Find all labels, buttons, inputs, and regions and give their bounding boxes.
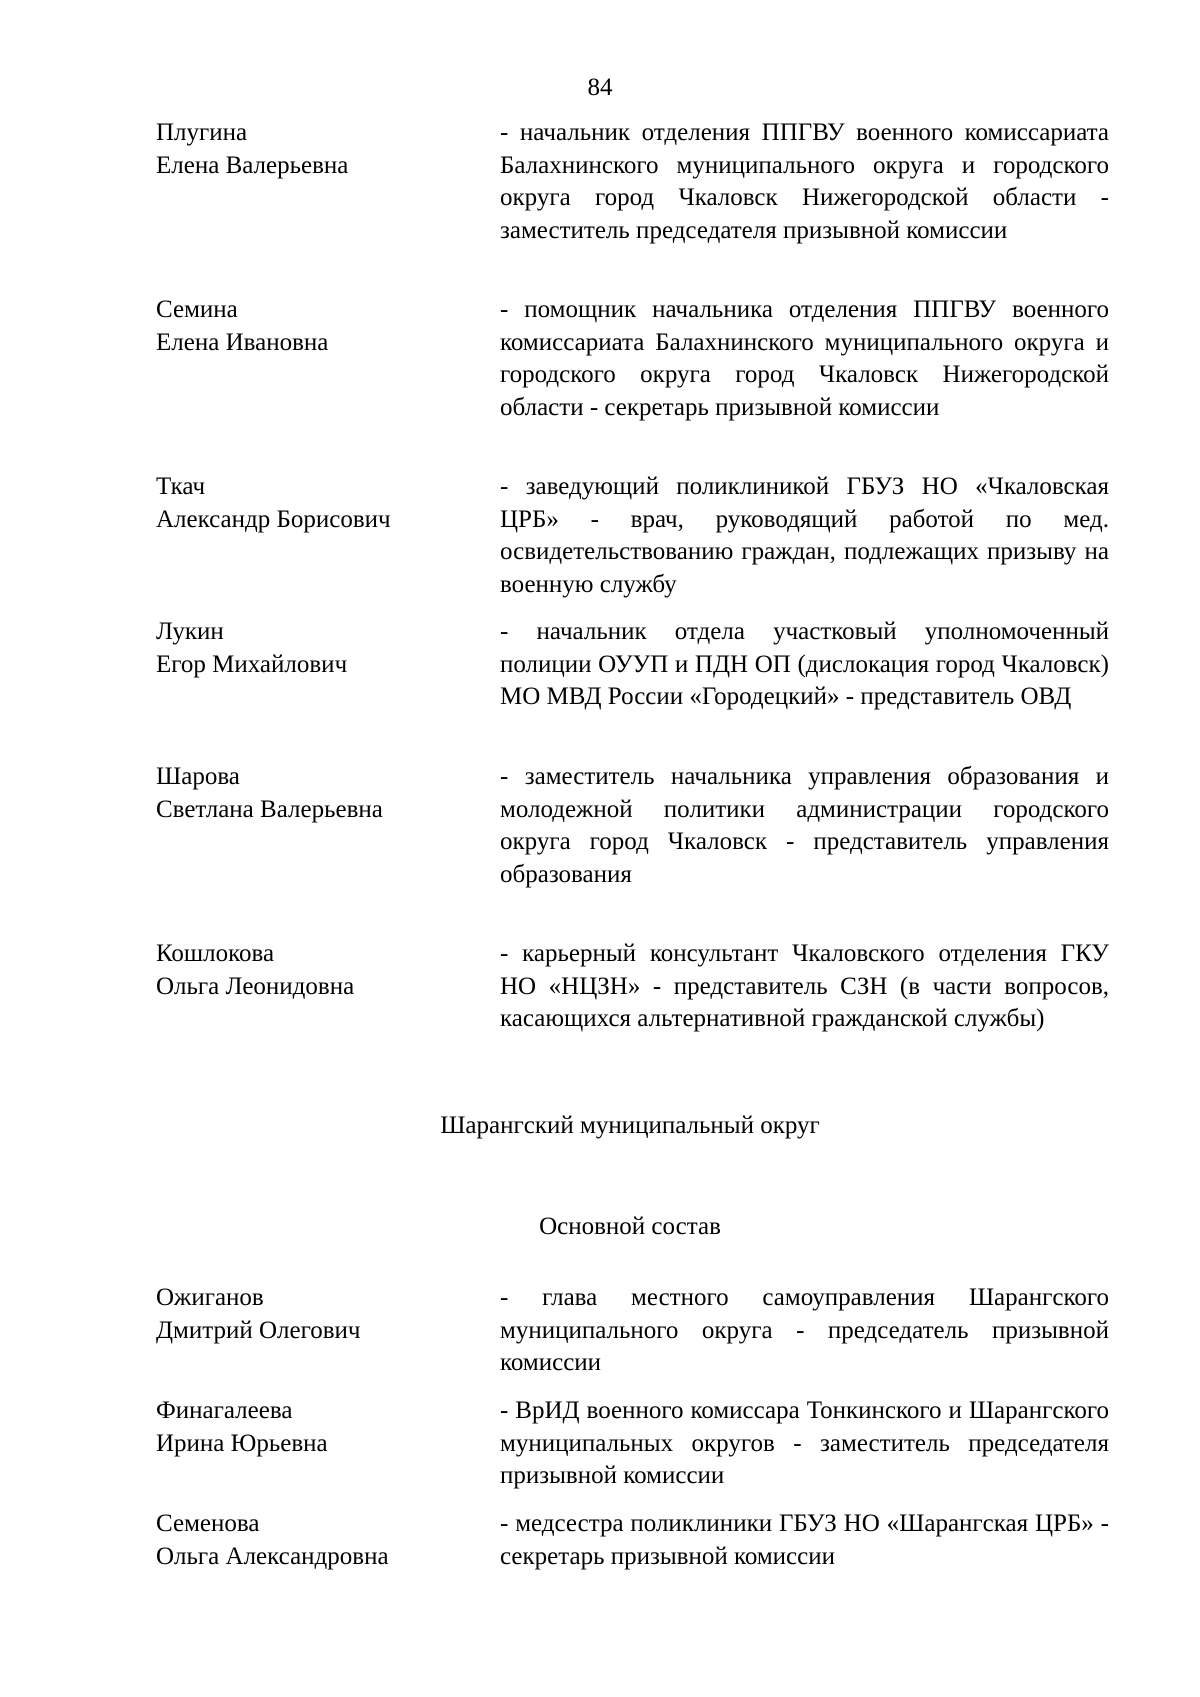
given-names: Светлана Валерьевна — [156, 795, 383, 823]
given-names: Ольга Александровна — [156, 1542, 389, 1570]
given-names: Елена Ивановна — [156, 328, 329, 356]
surname: Кошлокова — [156, 940, 275, 967]
person-name — [156, 471, 486, 536]
person-name — [156, 616, 486, 681]
person-role: - глава местного самоуправления Шарангского муниципального округа - председатель призывной комиссии — [500, 1284, 1109, 1377]
person-name — [156, 1395, 486, 1460]
person-name — [156, 1508, 486, 1573]
person-role: - начальник отделения ППГВУ военного комиссариата Балахнинского муниципального округа и городского округа город Чкаловск Нижегородской области - заместитель председателя призывной комиссии — [500, 119, 1109, 244]
given-names: Ольга Леонидовна — [156, 972, 355, 1000]
surname: Ткач — [156, 473, 206, 500]
person-role: - заведующий поликлиникой ГБУЗ НО «Чкаловская ЦРБ» - врач, руководящий работой по мед. освидетельствованию граждан, подлежащих призыву на военную службу — [500, 473, 1109, 598]
subsection-title: Основной состав — [539, 1213, 721, 1240]
page-number: 84 — [587, 74, 613, 101]
person-name — [156, 294, 486, 359]
given-names: Дмитрий Олегович — [156, 1316, 361, 1344]
surname: Лукин — [156, 618, 224, 645]
person-role: - медсестра поликлиники ГБУЗ НО «Шарангская ЦРБ» - секретарь призывной комиссии — [500, 1510, 1109, 1570]
person-role: - начальник отдела участковый уполномоченный полиции ОУУП и ПДН ОП (дислокация город Чкаловск) МО МВД России «Городецкий» - представитель ОВД — [500, 618, 1109, 711]
given-names: Елена Валерьевна — [156, 151, 349, 179]
person-name — [156, 117, 486, 182]
person-role: - заместитель начальника управления образования и молодежной политики администрации городского округа город Чкаловск - представитель управления образования — [500, 763, 1109, 888]
surname: Финагалеева — [156, 1397, 293, 1424]
person-name — [156, 761, 486, 826]
surname: Плугина — [156, 119, 248, 146]
given-names: Егор Михайлович — [156, 650, 348, 678]
surname: Семина — [156, 296, 238, 323]
person-role: - карьерный консультант Чкаловского отделения ГКУ НО «НЦЗН» - представитель СЗН (в части вопросов, касающихся альтернативной гражданской службы) — [500, 940, 1109, 1033]
person-name — [156, 1282, 486, 1347]
person-name — [156, 938, 486, 1003]
given-names: Ирина Юрьевна — [156, 1429, 328, 1457]
surname: Семенова — [156, 1510, 260, 1537]
given-names: Александр Борисович — [156, 505, 391, 533]
section-title: Шарангский муниципальный округ — [440, 1112, 820, 1139]
surname: Ожиганов — [156, 1284, 264, 1311]
surname: Шарова — [156, 763, 240, 790]
person-role: - ВрИД военного комиссара Тонкинского и Шарангского муниципальных округов - заместитель председателя призывной комиссии — [500, 1397, 1109, 1490]
person-role: - помощник начальника отделения ППГВУ военного комиссариата Балахнинского муниципального округа и городского округа город Чкаловск Нижегородской области - секретарь призывной комиссии — [500, 296, 1109, 421]
